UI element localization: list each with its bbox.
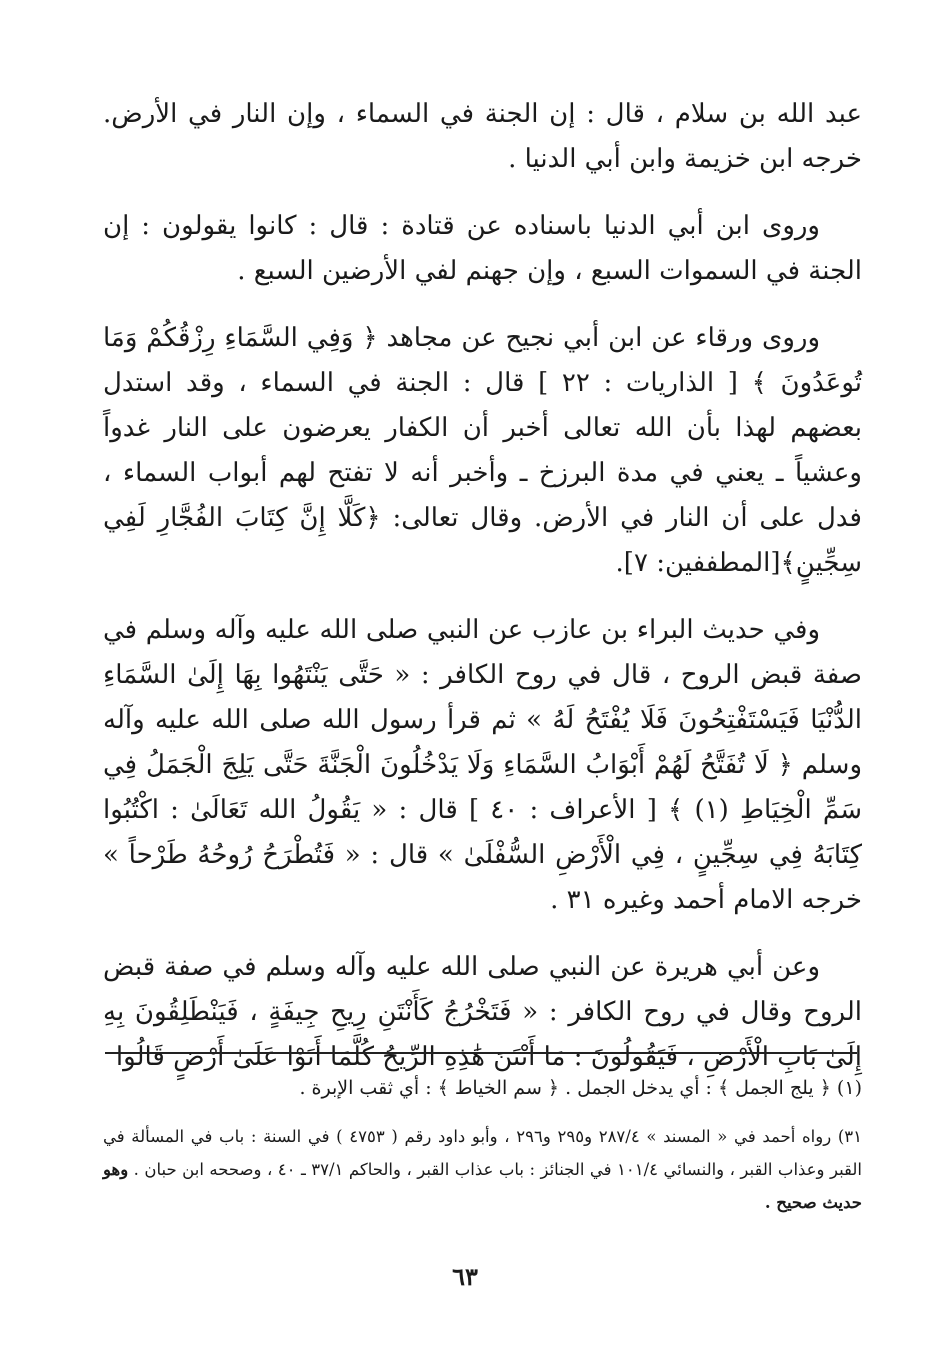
- footnotes: [103, 1070, 862, 1219]
- paragraph-2: [103, 204, 862, 294]
- footnote-separator: [105, 1052, 857, 1054]
- paragraph-5-text: وعن أبي هريرة عن النبي صلى الله عليه وآله وسلم في صفة قبض الروح وقال في روح الكافر : « فَتَخْرُجُ كَأَنْتَنِ رِيحِ جِيفَةٍ ، فَيَنْطَلِقُونَ بِهِ إِلَىٰ بَابِ الْأَرْضِ ، فَيَقُولُونَ : مَا أَنْتَنَ هَٰذِهِ الرِّيحُ كُلَّمَا أَتَوْا عَلَىٰ أَرْضٍ قَالُوا: [103, 952, 862, 1072]
- paragraph-5: [103, 945, 862, 1080]
- paragraph-3-text: وروى ورقاء عن ابن أبي نجيح عن مجاهد ﴿ وَفِي السَّمَاءِ رِزْقُكُمْ وَمَا تُوعَدُونَ ﴾ [ الذاريات : ٢٢ ] قال : الجنة في السماء ، وقد استدل بعضهم لهذا بأن الله تعالى أخبر أن الكفار يعرضون على النار غدواً وعشياً ـ يعني في مدة البرزخ ـ وأخبر أنه لا تفتح لهم أبواب السماء ، فدل على أن النار في الأرض. وقال تعالى: ﴿كَلَّا إِنَّ كِتَابَ الفُجَّارِ لَفِي سِجِّينٍ﴾[المطففين: ٧].: [103, 323, 862, 578]
- paragraph-2-text: وروى ابن أبي الدنيا باسناده عن قتادة : قال : كانوا يقولون : إن الجنة في السموات السبع ، وإن جهنم لفي الأرضين السبع .: [103, 211, 862, 286]
- main-text: [103, 92, 862, 1080]
- paragraph-1: [103, 92, 862, 182]
- paragraph-1-text: عبد الله بن سلام ، قال : إن الجنة في السماء ، وإن النار في الأرض. خرجه ابن خزيمة وابن أبي الدنيا .: [103, 99, 862, 174]
- paragraph-4-text: وفي حديث البراء بن عازب عن النبي صلى الله عليه وآله وسلم في صفة قبض الروح ، قال في روح الكافر : « حَتَّى يَنْتَهُوا بِهَا إِلَىٰ السَّمَاءِ الدُّنْيَا فَيَسْتَفْتِحُونَ فَلَا يُفْتَحُ لَهُ » ثم قرأ رسول الله صلى الله عليه وآله وسلم ﴿ لَا تُفَتَّحُ لَهُمْ أَبْوَابُ السَّمَاءِ وَلَا يَدْخُلُونَ الْجَنَّةَ حَتَّى يَلِجَ الْجَمَلُ فِي سَمِّ الْخِيَاطِ (١) ﴾ [ الأعراف : ٤٠ ] قال : « يَقُولُ الله تَعَالَىٰ : اكْتُبُوا كِتَابَهُ فِي سِجِّينٍ ، فِي الْأَرْضِ السُّفْلَىٰ » قال : « فَتُطْرَحُ رُوحُهُ طَرْحاً » خرجه الامام أحمد وغيره ٣١ .: [103, 615, 862, 915]
- footnote-31-text: ٣١) رواه أحمد في « المسند » ٢٨٧/٤ و٢٩٥ و٢٩٦ ، وأبو داود رقم ( ٤٧٥٣ ) في السنة : باب في المسألة في القبر وعذاب القبر ، والنسائي ١٠١/٤ في الجنائز : باب عذاب القبر ، والحاكم ٣٧/١ ـ ٤٠ ، وصححه ابن حبان .: [103, 1127, 863, 1179]
- footnote-31: [103, 1120, 862, 1219]
- page-number: ٦٣: [452, 1262, 478, 1291]
- paragraph-4: [103, 608, 862, 923]
- footnote-1: (١) ﴿ يلج الجمل ﴾ : أي يدخل الجمل . ﴿ سم الخياط ﴾ : أي ثقب الإبرة .: [299, 1077, 862, 1099]
- footnote-31-grade: وهو حديث صحيح .: [103, 1160, 862, 1212]
- paragraph-3: [103, 316, 862, 586]
